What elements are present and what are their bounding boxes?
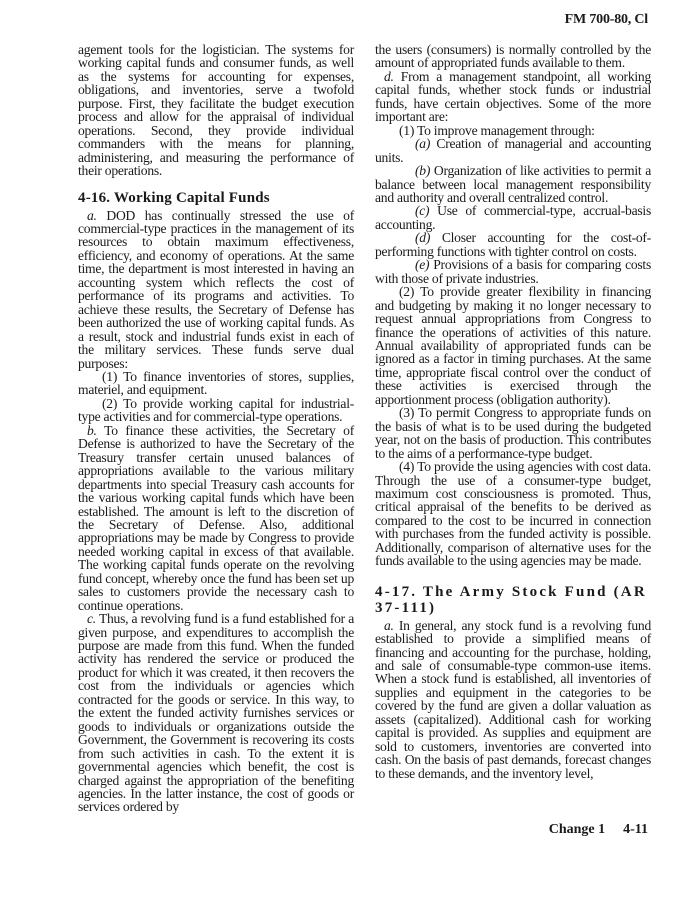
paragraph-continued: the users (consumers) is normally controlled by the amount of appropriated funds available to them. xyxy=(375,42,651,71)
page-footer xyxy=(549,822,648,838)
paragraph-a xyxy=(375,619,651,780)
paragraph-d xyxy=(375,70,651,124)
change-label: Change 1 xyxy=(548,822,606,837)
sub-text: Closer accounting for the cost-of-performing functions with tighter control on costs. xyxy=(375,230,651,259)
sub-text: Creation of managerial and accounting units. xyxy=(375,136,652,165)
sub-label: (a) xyxy=(415,136,431,152)
sub-label: (b) xyxy=(415,163,431,179)
sub-item-a xyxy=(375,137,651,164)
sub-text: Organization of like activities to permit a balance between local management responsibility and authority and overall centralized control. xyxy=(375,163,651,205)
para-text: Thus, a revolving fund is a fund established for a given purpose, and expenditures to accomplish the purpose are made from this fund. When the funded activity has rendered the service or produced the product for which it was created, it then recovers the cost from the individuals or agencies which contracted for the goods or service. In this way, to the extent the funded activity furnishes services or goods to individuals or organizations outside the Government, the Government is recovering its costs from such activities in cash. To the extent it is governmental agencies which benefit, the cost is charged against the appropriation of the benefiting agencies. In the latter instance, the cost of goods or services ordered by xyxy=(78,611,354,815)
para-label: b. xyxy=(87,422,97,438)
document-id-header: FM 700-80, Cl xyxy=(564,12,648,27)
sub-text: Use of commercial-type, accrual-basis accounting. xyxy=(375,203,651,232)
para-text: DOD has continually stressed the use of commercial-type practices in the management of its resources to obtain maximum effectiveness, efficiency, and economy of operations. At the same time, the department is most interested in having an accounting system which reflects the cost of performance of its programs and activities. To achieve these results, the Secretary of Defense has been authorized the use of working capital funds. As a result, stock and industrial funds exist in each of the military services. These funds serve dual purposes: xyxy=(78,207,354,371)
sub-item-d xyxy=(375,231,651,258)
paragraph-continued: agement tools for the logistician. The systems for working capital funds and consumer funds, as well as the systems for accounting for expenses, obligations, and inventories, serve a twofold purpose. First, they facilitate the budget execution process and allow for the appraisal of individual operations. Second, they provide individual commanders with the means for planning, administering, and measuring the performance of their operations. xyxy=(78,42,354,179)
sub-item-b xyxy=(375,164,651,204)
sub-label: (c) xyxy=(415,203,430,219)
list-item-4: (4) To provide the using agencies with cost data. Through the use of a consumer-type budget, maximum cost consciousness is promoted. Thus, critical appraisal of the benefits to be derived as compared to the cost to be incurred in connection with purchases from the funded activity is possible. Additionally, comparison of alternative uses for the funds available to the using agencies may be made. xyxy=(375,459,651,569)
para-label: d. xyxy=(384,68,394,84)
page-number: 4-11 xyxy=(623,822,648,837)
right-column xyxy=(375,43,651,780)
list-item-2: (2) To provide greater flexibility in financing and budgeting by making it no longer necessary to request annual appropriations from Congress to finance the operations of activities of this nature. Annual availability of appropriated funds can be ignored as a factor in timing purchases. At the same time, appropriate fiscal control over the conduct of these activities is exercised through the apportionment process (obligation authority). xyxy=(375,284,651,407)
section-heading-4-16: 4-16. Working Capital Funds xyxy=(78,189,270,206)
sub-text: Provisions of a basis for comparing costs with those of private industries. xyxy=(375,257,652,286)
sub-label: (e) xyxy=(415,257,430,273)
para-label: a. xyxy=(384,617,394,633)
para-text: From a management standpoint, all working capital funds, whether stock funds or industrial funds, have certain objectives. Some of the more important are: xyxy=(375,68,651,125)
paragraph-c xyxy=(78,612,354,814)
list-item-2: (2) To provide working capital for industrial-type activities and for commercial-type operations. xyxy=(78,395,354,425)
para-text: In general, any stock fund is a revolving fund established to provide a simplified means of financing and accounting for the purchase, holding, and sale of consumable-type common-use items. When a stock fund is established, all inventories of supplies and equipment in the categories to be covered by the fund are given a dollar valuation as assets (capitalized). Additional cash for working capital is provided. As supplies and equipment are sold to customers, inventories are converted into cash. On the basis of past demands, forecast changes to these demands, and the inventory level, xyxy=(375,617,652,781)
left-column xyxy=(78,43,354,814)
paragraph-a xyxy=(78,209,354,370)
list-item-1: (1) To improve management through: xyxy=(399,122,595,138)
para-text: To finance these activities, the Secretary of Defense is authorized to have the Secretary of the Treasury transfer certain unused balances of appropriations available to the various military departments into special Treasury cash accounts for the various working capital funds which have been established. The amount is left to the discretion of the Secretary of Defense. Also, additional appropriations may be made by Congress to provide needed working capital in excess of that available. The working capital funds operate on the revolving fund concept, whereby once the fund has been set up sales to customers provide the necessary cash to continue operations. xyxy=(78,422,354,613)
sub-label: (d) xyxy=(415,230,431,246)
section-heading-4-17: 4-17. The Army Stock Fund (AR 37-111) xyxy=(375,583,647,616)
para-label: c. xyxy=(87,611,96,627)
list-item-3: (3) To permit Congress to appropriate funds on the basis of what is to be used during the budgeted year, not on the basis of production. This contributes to the aims of a performance-type budget. xyxy=(375,405,651,461)
sub-item-e xyxy=(375,258,651,285)
list-item-1: (1) To finance inventories of stores, supplies, materiel, and equipment. xyxy=(78,368,354,398)
paragraph-b xyxy=(78,424,354,612)
sub-item-c xyxy=(375,204,651,231)
para-label: a. xyxy=(87,207,97,223)
